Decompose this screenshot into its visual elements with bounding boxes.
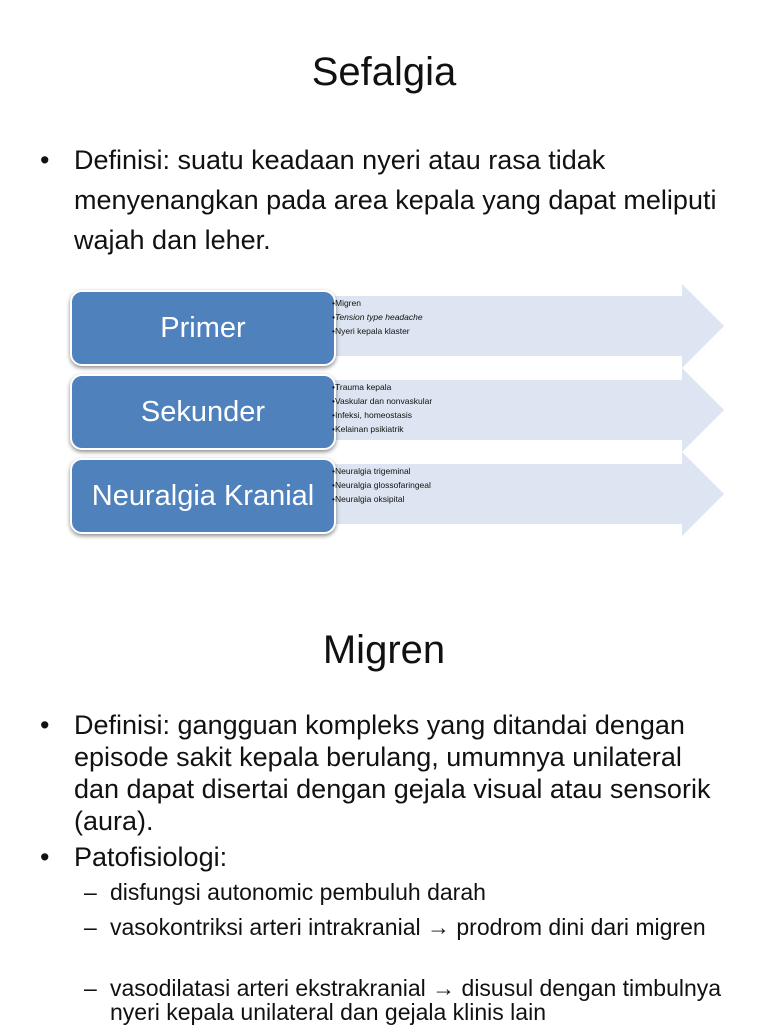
- definition-text: Definisi: suatu keadaan nyeri atau rasa tidak menyenangkan pada area kepala yang dapat meliputi wajah dan leher.: [74, 145, 717, 255]
- patofisiologi-item: – vasokontriksi arteri intrakranial → prodrom dini dari migren: [84, 914, 706, 940]
- category-item: • Infeksi, homeostasis: [332, 408, 432, 422]
- category-items: [332, 296, 423, 338]
- patofisiologi-bullet: [40, 841, 730, 873]
- category-pill: Sekunder: [70, 374, 336, 450]
- bullet-dot: •: [40, 145, 50, 175]
- dash-marker: –: [84, 975, 97, 1001]
- definition-bullet: [40, 709, 730, 837]
- category-item: • Tension type headache: [332, 310, 423, 324]
- category-pill: Neuralgia Kranial: [70, 458, 336, 534]
- category-items: [332, 464, 431, 506]
- category-row-primer: [70, 290, 730, 370]
- category-item: • Neuralgia oksipital: [332, 492, 431, 506]
- category-item: • Kelainan psikiatrik: [332, 422, 432, 436]
- dash-marker: –: [84, 879, 97, 905]
- definition-text: Definisi: gangguan kompleks yang ditandai dengan episode sakit kepala berulang, umumnya unilateral dan dapat disertai dengan gejala visual atau sensorik (aura).: [74, 710, 711, 836]
- category-row-sekunder: [70, 374, 730, 454]
- category-pill: Primer: [70, 290, 336, 366]
- dash-marker: –: [84, 914, 97, 940]
- patofisiologi-item: – disfungsi autonomic pembuluh darah: [84, 879, 486, 905]
- category-item: • Migren: [332, 296, 423, 310]
- category-item: • Neuralgia trigeminal: [332, 464, 431, 478]
- patofisiologi-label: Patofisiologi:: [74, 842, 228, 872]
- slide-title: Migren: [322, 628, 446, 672]
- slide-title: Sefalgia: [311, 50, 457, 94]
- category-item: • Vaskular dan nonvaskular: [332, 394, 432, 408]
- bullet-dot: •: [40, 710, 50, 740]
- category-items: [332, 380, 432, 436]
- slide-migren: [0, 590, 768, 1024]
- patofisiologi-item: – vasodilatasi arteri ekstrakranial → disusul dengan timbulnya nyeri kepala unilateral dan gejala klinis lain: [84, 975, 722, 1025]
- category-item: • Neuralgia glossofaringeal: [332, 478, 431, 492]
- category-row-neuralgia-kranial: [70, 458, 730, 538]
- definition-bullet: [40, 140, 730, 260]
- category-item: • Nyeri kepala klaster: [332, 324, 423, 338]
- category-item: • Trauma kepala: [332, 380, 432, 394]
- bullet-dot: •: [40, 842, 50, 872]
